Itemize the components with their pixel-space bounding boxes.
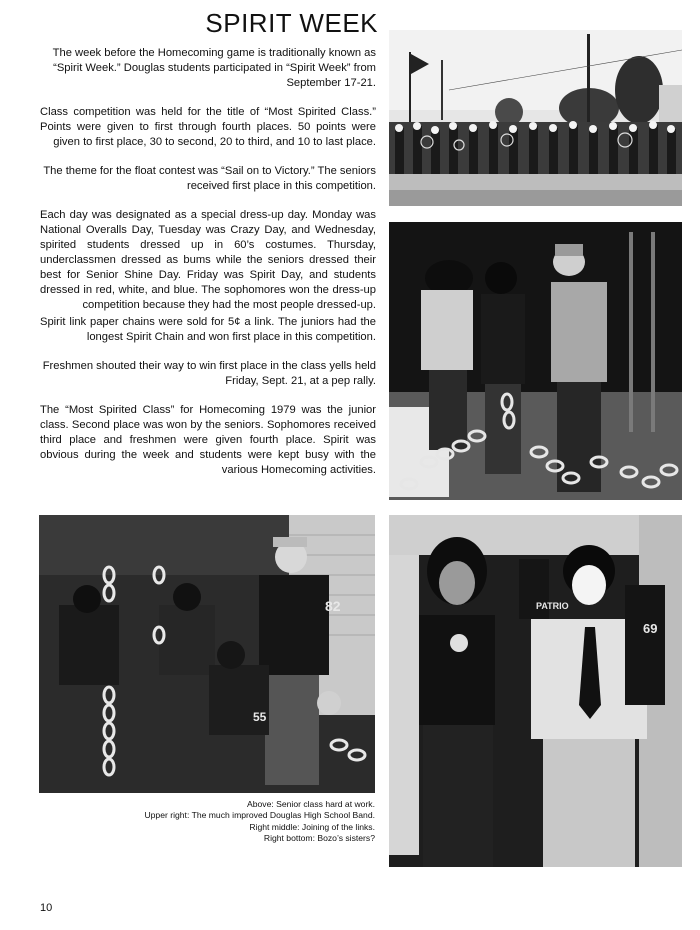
jersey-number-82: 82	[325, 598, 341, 614]
article-paragraph: The theme for the float contest was “Sail on to Victory.” The seniors received first place in this competition.	[43, 165, 376, 192]
article-paragraph: The “Most Spirited Class” for Homecoming 1979 was the junior class. Second place was won by the seniors. Sophomores received third place and freshmen were given fourth place. Spirit was obvious during the week and students were kept busy with the various Homecoming activities.	[40, 404, 376, 476]
article-paragraph: The week before the Homecoming game is traditionally known as “Spirit Week.” Douglas students participated in “Spirit Week” from September 17-21.	[52, 47, 376, 89]
article-paragraph: Class competition was held for the title of “Most Spirited Class.” Points were given to first through fourth places. 50 points were given to first place, 30 to second, 20 to third, and 10 to last place.	[40, 106, 376, 148]
photo-captions	[60, 799, 375, 845]
caption-line: Right middle: Joining of the links.	[249, 821, 375, 832]
article-paragraph: Each day was designated as a special dress-up day. Monday was National Overalls Day, Tuesday was Crazy Day, and Wednesday, spirited students dressed up in 60’s costumes. Thursday, underclassmen dressed as bums while the seniors dressed their best for Senior Shine Day. Friday was Spirit Day, and students dressed in red, white, and blue. The sophomores won the dress-up competition because they had the most people dressed-up.	[40, 209, 376, 311]
article-paragraph: Spirit link paper chains were sold for 5¢ a link. The juniors had the longest Spirit Chain and won first place in this competition.	[40, 316, 376, 343]
article-paragraph: Freshmen shouted their way to win first place in the class yells held Friday, Sept. 21, at a pep rally.	[42, 360, 376, 387]
page-number: 10	[40, 902, 53, 914]
caption-line: Right bottom: Bozo’s sisters?	[263, 833, 375, 844]
paper-chain-photo	[389, 222, 682, 500]
caption-line: Upper right: The much improved Douglas High School Band.	[144, 810, 375, 821]
bozo-sisters-photo	[389, 515, 682, 867]
article-body	[40, 46, 376, 492]
jersey-number-55: 55	[253, 710, 267, 724]
jersey-number-69: 69	[643, 621, 658, 636]
patriots-shirt-text: PATRIO	[536, 601, 569, 611]
page-title: SPIRIT WEEK	[205, 8, 378, 38]
caption-line: Above: Senior class hard at work.	[246, 799, 375, 809]
senior-class-photo	[39, 515, 375, 793]
band-photo	[389, 30, 682, 206]
